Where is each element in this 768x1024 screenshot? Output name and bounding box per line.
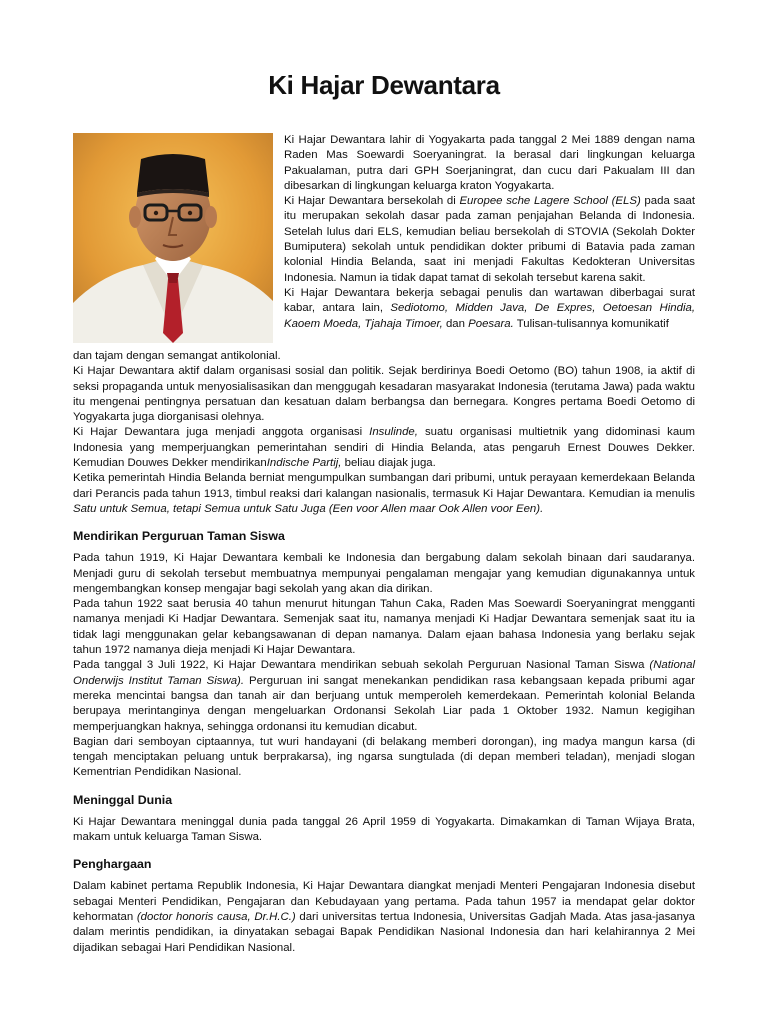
paragraph-1919: Pada tahun 1919, Ki Hajar Dewantara kembali ke Indonesia dan bergabung dalam sekolah binaan dari saudaranya. Menjadi guru di sekolah tersebut membuatnya mempunyai pengalaman mengajar yang kemudian digunakannya untuk mengembangkan konsep mengajar bagi sekolah yang akan dia dirikan. — [73, 552, 695, 595]
paragraph-education: Ki Hajar Dewantara bersekolah di Europee sche Lagere School (ELS) pada saat itu merupakan sekolah dasar pada zaman penjajahan Belanda di Indonesia. Setelah lulus dari ELS, kemudian beliau bersekolah di STOVIA (Sekolah Dokter Bumiputera) sekolah untuk pendidikan dokter pribumi di Batavia pada zaman kolonial Hindia Belanda, saat ini menjadi Fakultas Kedokteran Universitas Indonesia. Namun ia tidak dapat tamat di sekolah tersebut karena sakit. — [284, 195, 695, 284]
paragraph-death: Ki Hajar Dewantara meninggal dunia pada tanggal 26 April 1959 di Yogyakarta. Dimakamkan di Taman Wijaya Brata, makam untuk keluarga Taman Siswa. — [73, 815, 695, 844]
emphasis-indische-partij: Indische Partij, — [266, 457, 342, 470]
paragraph-birth: Ki Hajar Dewantara lahir di Yogyakarta pada tanggal 2 Mei 1889 dengan nama Raden Mas Soewardi Soeryaningrat. Ia berasal dari lingkungan keluarga Pakualaman, putra dari GPH Soerjaningrat, dan cucu dari Pakualam III dan dibesarkan di lingkungan keluarga kraton Yogyakarta. — [284, 134, 695, 192]
paragraph-1922-name: Pada tahun 1922 saat berusia 40 tahun menurut hitungan Tahun Caka, Raden Mas Soewardi Soeryaningrat mengganti namanya menjadi Ki Hadjar Dewantara. Semenjak saat itu, namanya menjadi Ki Hadjar Dewantara semenjak saat itu ia tidak lagi menggunakan gelar kebangsawanan di depan namanya. Dalam ejaan bahasa Indonesia yang berlaku sejak tahun 1972 namanya dieja menjadi Ki Hajar Dewantara. — [73, 598, 695, 657]
emphasis-honoris: (doctor honoris causa, Dr.H.C.) — [136, 910, 296, 923]
paragraph-insulinde: Ki Hajar Dewantara juga menjadi anggota organisasi Insulinde, suatu organisasi multietnik yang didominasi kaum Indonesia yang memperjuangkan pemerintahan sendiri di Hindia Belanda, atas pengaruh Ernest Douwes Dekker. Kemudian Douwes Dekker mendirikanIndische Partij, beliau diajak juga. — [73, 426, 695, 470]
paragraph-awards: Dalam kabinet pertama Republik Indonesia, Ki Hajar Dewantara diangkat menjadi Menteri Pengajaran Indonesia disebut sebagai Menteri Pendidikan, Pengajaran dan Kebudayaan yang pertama. Pada tahun 1957 ia mendapat gelar doktor kehormatan (doctor honoris causa, Dr.H.C.) dari universitas tertua Indonesia, Universitas Gadjah Mada. Atas jasa-jasanya dalam merintis pendidikan, ia dinyatakan sebagai Bapak Pendidikan Nasional Indonesia dan hari kelahirannya 2 Mei dijadikan sebagai Hari Pendidikan Nasional. — [73, 880, 695, 954]
paragraph-1913: Ketika pemerintah Hindia Belanda berniat mengumpulkan sumbangan dari pribumi, untuk perayaan kemerdekaan Belanda dari Perancis pada tahun 1913, timbul reaksi dari kalangan nasionalis, termasuk Ki Hajar Dewantara. Kemudian ia menulis Satu untuk Semua, tetapi Semua untuk Satu Juga (Een voor Allen maar Ook Allen voor Een). — [73, 472, 695, 515]
section-heading-meninggal: Meninggal Dunia — [73, 792, 173, 807]
paragraph-semboyan: Bagian dari semboyan ciptaannya, tut wuri handayani (di belakang memberi dorongan), ing madya mangun karsa (di tengah menciptakan peluang untuk berprakarsa), ing ngarsa sungtulada (di depan memberi teladan), menjadi slogan Kementrian Pendidikan Nasional. — [73, 735, 695, 779]
section-heading-taman-siswa: Mendirikan Perguruan Taman Siswa — [73, 529, 285, 544]
emphasis-motto: Satu untuk Semua, tetapi Semua untuk Satu Juga (Een voor Allen maar Ook Allen voor Een). — [73, 502, 544, 515]
portrait-image — [73, 133, 273, 343]
paragraph-journalist: Ki Hajar Dewantara bekerja sebagai penulis dan wartawan diberbagai surat kabar, antara lain, Sediotomo, Midden Java, De Expres, Oetoesan Hindia, Kaoem Moeda, Tjahaja Timoer, dan Poesara. Tulisan-tulisannya komunikatif — [284, 286, 695, 330]
emphasis-institut: (National Onderwijs Institut Taman Siswa). — [73, 659, 695, 687]
paragraph-taman-siswa: Pada tanggal 3 Juli 1922, Ki Hajar Dewantara mendirikan sebuah sekolah Perguruan Nasional Taman Siswa (National Onderwijs Institut Taman Siswa). Perguruan ini sangat menekankan pendidikan rasa kebangsaan kepada pribumi agar mereka mencintai bangsa dan tanah air dan berjuang untuk memperoleh kemerdekaan. Pemerintah kolonial Belanda berupaya merintanginya dengan mengeluarkan Ordonansi Sekolah Liar pada 1 Oktober 1932. Namun kegigihan memperjuangkan haknya, sehingga ordonansi itu kemudian dicabut. — [73, 659, 696, 733]
paragraph-organisation: Ki Hajar Dewantara aktif dalam organisasi sosial dan politik. Sejak berdirinya Boedi Oetomo (BO) tahun 1908, ia aktif di seksi propaganda untuk menyosialisasikan dan menggugah kesadaran masyarakat Indonesia (terutama Jawa) pada waktu itu mengenai pentingnya persatuan dan kesatuan dalam berbangsa dan bernegara. Kongres pertama Boedi Oetomo di Yogyakarta juga diorganisasi olehnya. — [73, 365, 695, 424]
emphasis-insulinde: Insulinde, — [369, 426, 418, 439]
section-heading-penghargaan: Penghargaan — [73, 857, 152, 872]
emphasis-poesara: Poesara. — [468, 317, 514, 330]
page-title: Ki Hajar Dewantara — [268, 70, 500, 100]
emphasis-newspapers: Sediotomo, Midden Java, De Expres, Oetoesan Hindia, Kaoem Moeda, Tjahaja Timoer, — [284, 302, 695, 330]
paragraph-journalist-end: dan tajam dengan semangat antikolonial. — [73, 350, 281, 362]
main-text-column — [73, 349, 695, 956]
intro-text-column — [284, 133, 695, 332]
emphasis-els: Europee sche Lagere School (ELS) — [459, 195, 641, 208]
